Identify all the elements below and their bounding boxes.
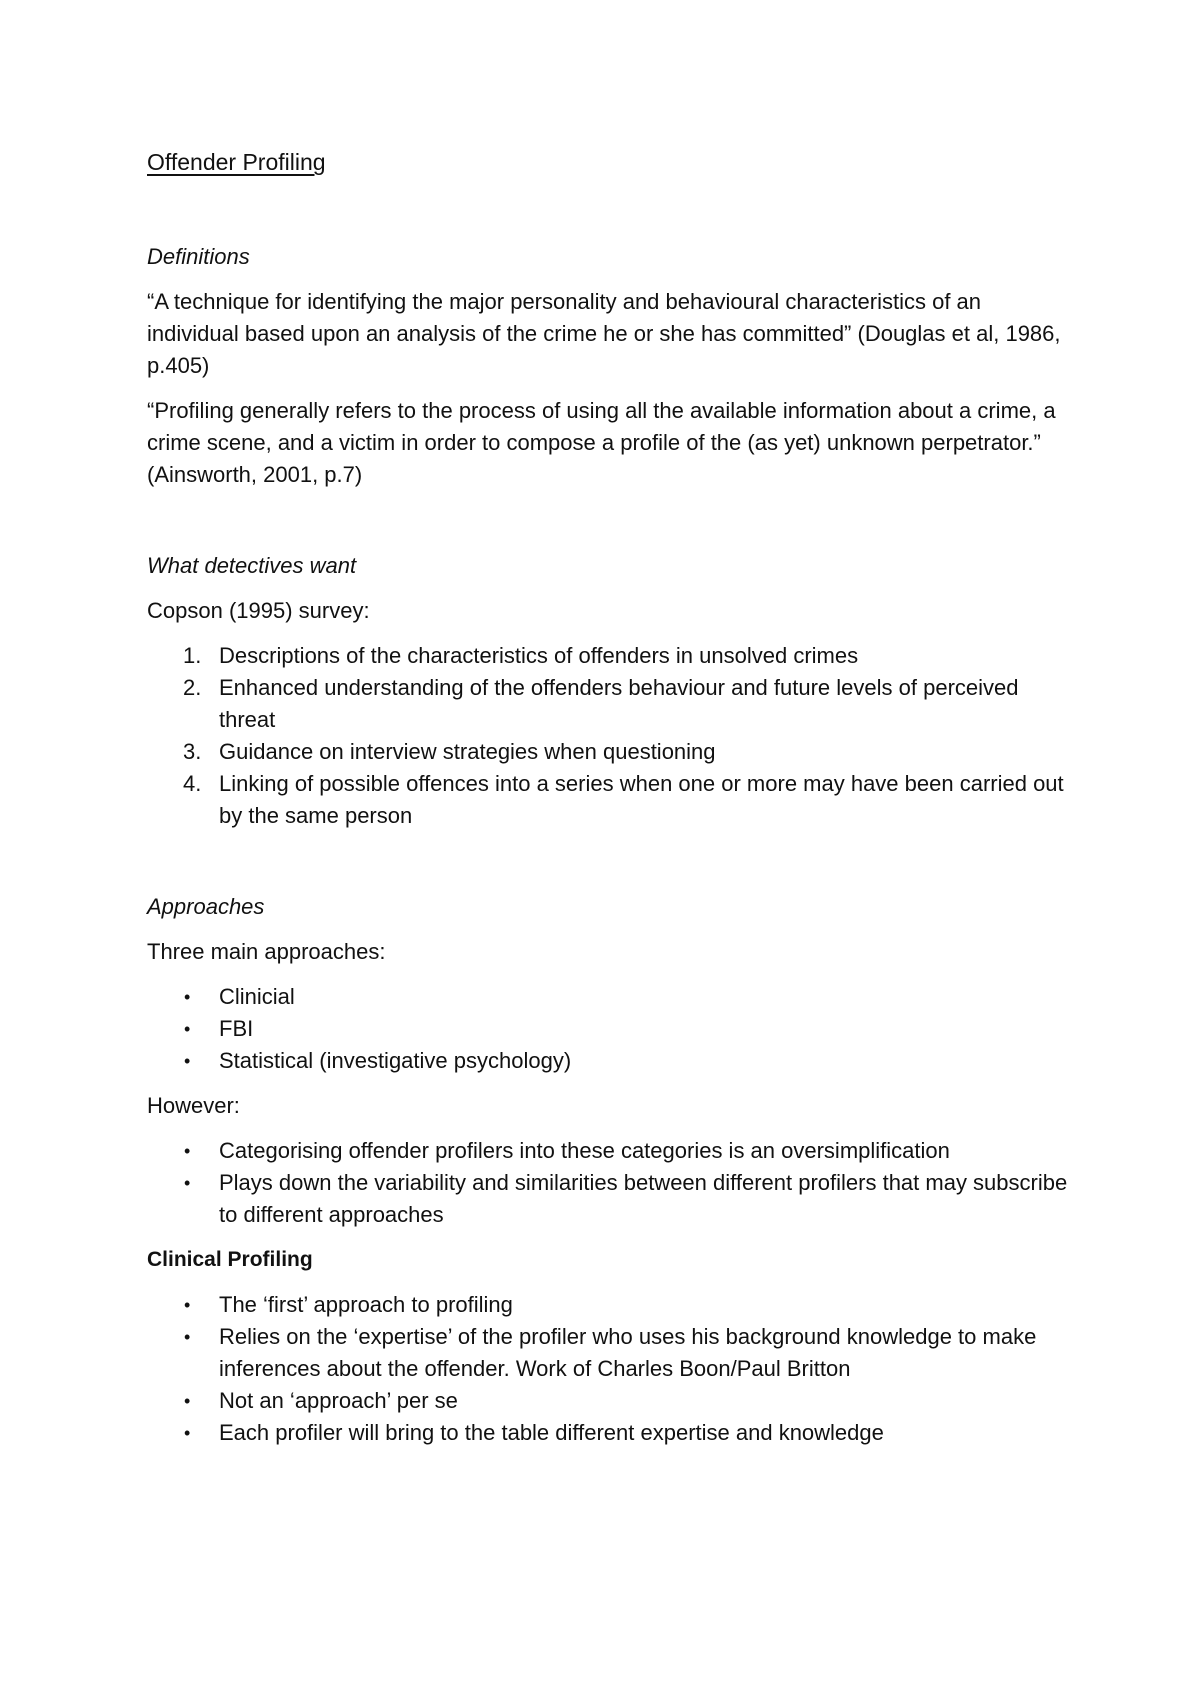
list-item [147, 1289, 1077, 1321]
list-item-text: Plays down the variability and similarities between different profilers that may subscribe to different approaches [219, 1170, 1068, 1227]
list-item [147, 736, 1077, 768]
list-item-text: Linking of possible offences into a series when one or more may have been carried out by the same person [219, 771, 1064, 828]
bullet-icon: • [184, 1141, 191, 1161]
list-item-text: Guidance on interview strategies when questioning [219, 739, 716, 764]
list-item-text: Statistical (investigative psychology) [219, 1048, 572, 1073]
section-heading-definitions: Definitions [147, 244, 250, 269]
list-item [147, 1321, 1077, 1385]
bullet-icon: • [184, 1423, 191, 1443]
list-item-text: FBI [219, 1016, 254, 1041]
section-heading-detectives: What detectives want [147, 553, 357, 578]
list-item-text: Not an ‘approach’ per se [219, 1388, 458, 1413]
page-title: Offender Profiling [147, 149, 326, 175]
list-item [147, 640, 1077, 672]
list-item [147, 672, 1077, 736]
section-heading-approaches: Approaches [147, 894, 265, 919]
list-item [147, 768, 1077, 832]
list-item-text: Each profiler will bring to the table different expertise and knowledge [219, 1420, 884, 1445]
list-item [147, 1013, 1077, 1045]
list-item [147, 1385, 1077, 1417]
bullet-icon: • [184, 1173, 191, 1193]
survey-intro: Copson (1995) survey: [147, 598, 370, 623]
bullet-list [147, 981, 1077, 1077]
list-item-text: Relies on the ‘expertise’ of the profiler who uses his background knowledge to make inferences about the offender. Work of Charles Boon/Paul Britton [219, 1324, 1037, 1381]
numbered-list [147, 640, 1077, 832]
bullet-icon: • [184, 1295, 191, 1315]
list-item [147, 1135, 1077, 1167]
bullet-list [147, 1289, 1077, 1449]
definition-paragraph: “Profiling generally refers to the process of using all the available information about a crime, a crime scene, and a victim in order to compose a profile of the (as yet) unknown perpetrator.” (Ainsworth, 2001, p.7) [147, 398, 1056, 487]
however-label: However: [147, 1093, 240, 1118]
list-item-text: Descriptions of the characteristics of offenders in unsolved crimes [219, 643, 859, 668]
bullet-icon: • [184, 1051, 191, 1071]
list-item-text: The ‘first’ approach to profiling [219, 1292, 513, 1317]
definition-paragraph: “A technique for identifying the major personality and behavioural characteristics of an individual based upon an analysis of the crime he or she has committed” (Douglas et al, 1986, p.405) [147, 289, 1061, 378]
bullet-icon: • [184, 1391, 191, 1411]
list-item-text: Enhanced understanding of the offenders behaviour and future levels of perceived threat [219, 675, 1019, 732]
bullet-icon: • [184, 987, 191, 1007]
list-item [147, 1167, 1077, 1231]
section-heading-clinical: Clinical Profiling [147, 1248, 313, 1271]
document-content [147, 146, 1077, 1449]
list-number: 4. [183, 771, 202, 796]
list-item [147, 1045, 1077, 1077]
list-number: 3. [183, 739, 202, 764]
list-item-text: Categorising offender profilers into these categories is an oversimplification [219, 1138, 950, 1163]
bullet-icon: • [184, 1019, 191, 1039]
bullet-list [147, 1135, 1077, 1231]
list-item [147, 1417, 1077, 1449]
approaches-intro: Three main approaches: [147, 939, 386, 964]
bullet-icon: • [184, 1327, 191, 1347]
list-number: 2. [183, 675, 202, 700]
list-item [147, 981, 1077, 1013]
list-number: 1. [183, 643, 202, 668]
list-item-text: Clinicial [219, 984, 295, 1009]
